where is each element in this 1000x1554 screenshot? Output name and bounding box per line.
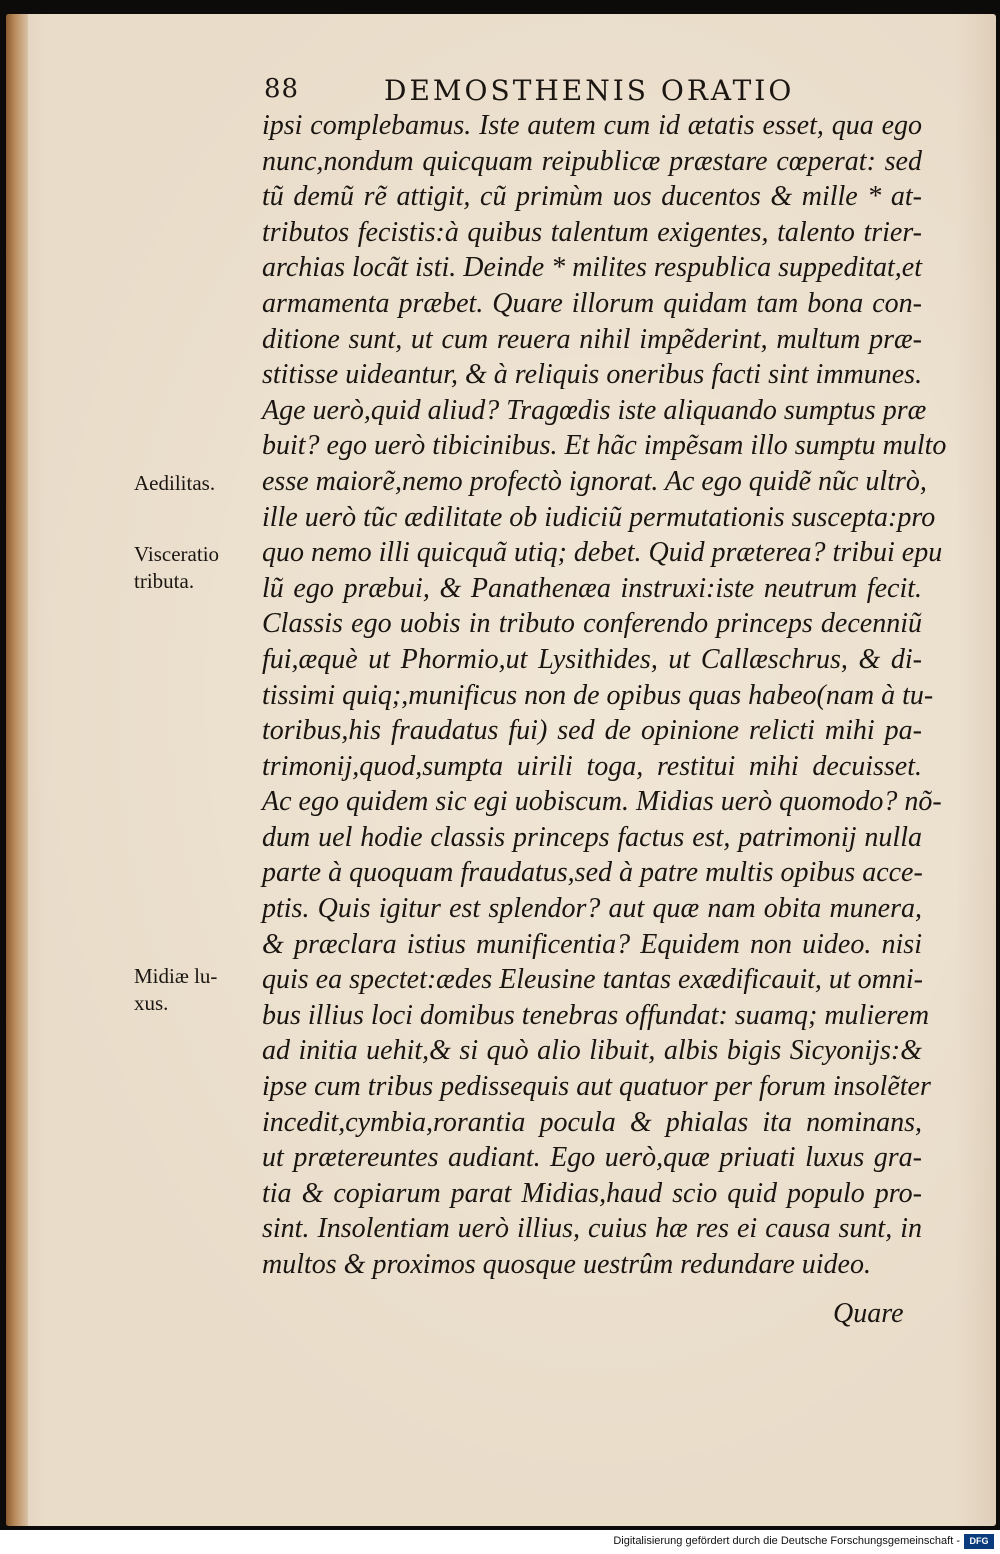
margin-note-line: Midiæ lu- (134, 964, 218, 988)
text-line: archias locãt isti. Deinde * milites respublica suppeditat,et (262, 252, 922, 284)
text-line: quis ea spectet:ædes Eleusine tantas exædificauit, ut omni- (262, 964, 923, 996)
text-line: ad initia uehit,& si quò alio libuit, albis bigis Sicyonijs:& (262, 1035, 922, 1067)
text-line: incedit,cymbia,rorantia pocula & phialas ita nominans, (262, 1106, 922, 1138)
margin-note-line: Aedilitas. (134, 471, 216, 495)
text-line: bus illius loci domibus tenebras offundat: suamq; mulierem (262, 999, 930, 1031)
text-line: sint. Insolentiam uerò illius, cuius hæ res ei causa sunt, in (262, 1213, 922, 1245)
text-line: toribus,his fraudatus fui) sed de opinione relicti mihi pa- (262, 715, 922, 747)
text-line: stitisse uideantur, & à reliquis oneribus facti sint immunes. (262, 359, 923, 391)
text-line: trimonij,quod,sumpta uirili toga, restitui mihi decuisset. (262, 750, 922, 782)
page-binding-edge (6, 14, 28, 1526)
text-line: Classis ego uobis in tributo conferendo princeps decenniũ (262, 608, 922, 640)
text-line: ut prætereuntes audiant. Ego uerò,quæ priuati luxus gra- (262, 1142, 922, 1174)
text-line: ptis. Quis igitur est splendor? aut quæ nam obita munera, (262, 893, 922, 925)
body-text (262, 108, 947, 1283)
running-title: DEMOSTHENIS ORATIO (384, 74, 795, 107)
text-line: & præclara istius munificentia? Equidem non uideo. nisi (262, 928, 922, 960)
margin-note-aedilitas (134, 470, 254, 497)
text-line: dum uel hodie classis princeps factus est, patrimonij nulla (262, 821, 922, 853)
page-number: 88 (264, 74, 300, 104)
margin-note-line: tributa. (134, 569, 195, 593)
funding-credit: Digitalisierung gefördert durch die Deutsche Forschungsgemeinschaft - (613, 1535, 960, 1547)
text-line: tia & copiarum parat Midias,haud scio quid populo pro- (262, 1177, 922, 1209)
text-line: Age uerò,quid aliud? Tragœdis iste aliquando sumptus præ (262, 394, 927, 426)
text-line: ditione sunt, ut cum reuera nihil impẽderint, multum præ- (262, 323, 922, 355)
margin-note-line: xus. (134, 991, 169, 1015)
text-line: tributos fecistis:à quibus talentum exigentes, talento trier- (262, 216, 922, 248)
text-line: tissimi quiq;,munificus non de opibus quas habeo(nam à tu- (262, 679, 934, 711)
digitization-footer (0, 1530, 1000, 1554)
text-line: Ac ego quidem sic egi uobiscum. Midias uerò quomodo? nõ- (262, 786, 942, 818)
text-line: esse maiorẽ,nemo profectò ignorat. Ac ego quidẽ nũc ultrò, (262, 465, 927, 497)
text-line: ille uerò tũc ædilitate ob iudiciũ permutationis suscepta:pro (262, 501, 936, 533)
text-line: tũ demũ rẽ attigit, cũ primùm uos ducentos & mille * at- (262, 181, 922, 213)
text-line: fui,æquè ut Phormio,ut Lysithides, ut Callæschrus, & di- (262, 643, 922, 675)
text-line: quo nemo illi quicquã utiq; debet. Quid præterea? tribui epu (262, 537, 943, 569)
text-line: armamenta præbet. Quare illorum quidam tam bona con- (262, 287, 922, 319)
text-line: buit? ego uerò tibicinibus. Et hãc impẽsam illo sumptu multo (262, 430, 947, 462)
text-line: ipsi complebamus. Iste autem cum id ætatis esset, qua ego (262, 110, 922, 141)
margin-note-visceratio (134, 541, 254, 595)
margin-note-midiae-luxus (134, 963, 254, 1017)
catchword: Quare (833, 1298, 904, 1329)
text-line: nunc,nondum quicquam reipublicæ præstare cœperat: sed (262, 145, 922, 177)
text-line: multos & proximos quosque uestrûm redundare uideo. (262, 1249, 871, 1280)
margin-note-line: Visceratio (134, 542, 220, 566)
text-line: ipse cum tribus pedissequis aut quatuor per forum insolẽter (262, 1071, 931, 1103)
text-line: lũ ego præbui, & Panathenæa instruxi:iste neutrum fecit. (262, 572, 922, 604)
text-line: parte à quoquam fraudatus,sed à patre multis opibus acce- (262, 857, 923, 889)
dfg-logo-icon: DFG (964, 1534, 994, 1549)
